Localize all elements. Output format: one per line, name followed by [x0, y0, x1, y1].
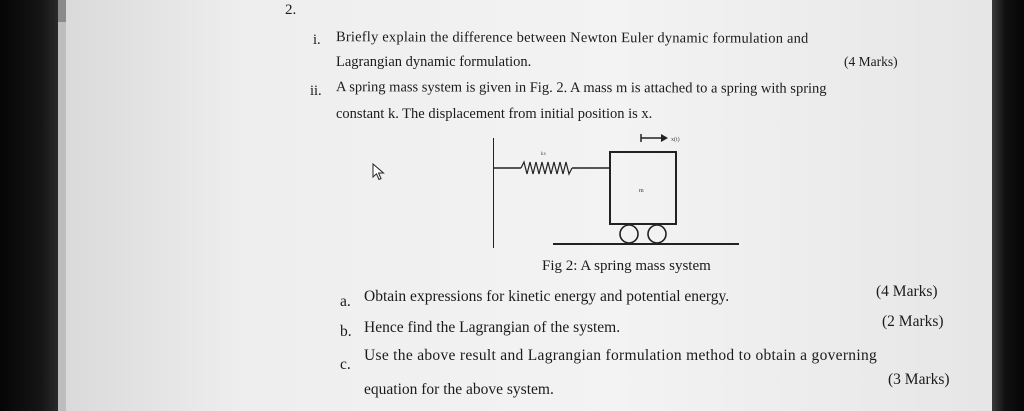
monitor-bezel-right	[992, 0, 1024, 411]
wheel-left	[620, 225, 638, 243]
subq-a-text: Obtain expressions for kinetic energy and potential energy.	[364, 288, 730, 305]
figure-caption: Fig 2: A spring mass system	[542, 258, 711, 274]
question-number: 2.	[285, 2, 297, 18]
subq-c-text2: equation for the above system.	[364, 381, 554, 398]
spring-label: kx	[541, 152, 546, 157]
spring-mass-figure	[493, 130, 743, 255]
displacement-arrow-icon	[641, 134, 668, 142]
subq-c-marks: (3 Marks)	[888, 371, 950, 388]
subq-c-text: Use the above result and Lagrangian formulation method to obtain a governing	[364, 347, 878, 364]
part-i-label: i.	[313, 32, 321, 48]
part-ii-label: ii.	[310, 83, 322, 99]
spring	[521, 162, 572, 174]
subq-c-label: c.	[340, 356, 351, 373]
part-ii-line2: constant k. The displacement from initial position is x.	[336, 106, 653, 122]
mass-label: m	[639, 188, 644, 194]
part-i-marks: (4 Marks)	[844, 54, 898, 69]
wheel-right	[648, 225, 666, 243]
part-i-line2: Lagrangian dynamic formulation.	[336, 54, 532, 70]
subq-a-marks: (4 Marks)	[876, 283, 938, 300]
subq-a-label: a.	[340, 293, 351, 310]
part-i-line1: Briefly explain the difference between Newton Euler dynamic formulation and	[335, 29, 809, 47]
subq-b-marks: (2 Marks)	[882, 313, 944, 330]
monitor-bezel-left	[0, 0, 58, 411]
part-ii-line1: A spring mass system is given in Fig. 2. A mass m is attached to a spring with spring	[335, 79, 827, 97]
subq-b-text: Hence find the Lagrangian of the system.	[364, 319, 621, 336]
subq-b-label: b.	[340, 323, 352, 340]
document-screen	[58, 0, 992, 411]
displacement-label: x(t)	[671, 137, 680, 143]
window-gutter	[58, 0, 66, 411]
mouse-cursor-icon	[372, 163, 386, 181]
